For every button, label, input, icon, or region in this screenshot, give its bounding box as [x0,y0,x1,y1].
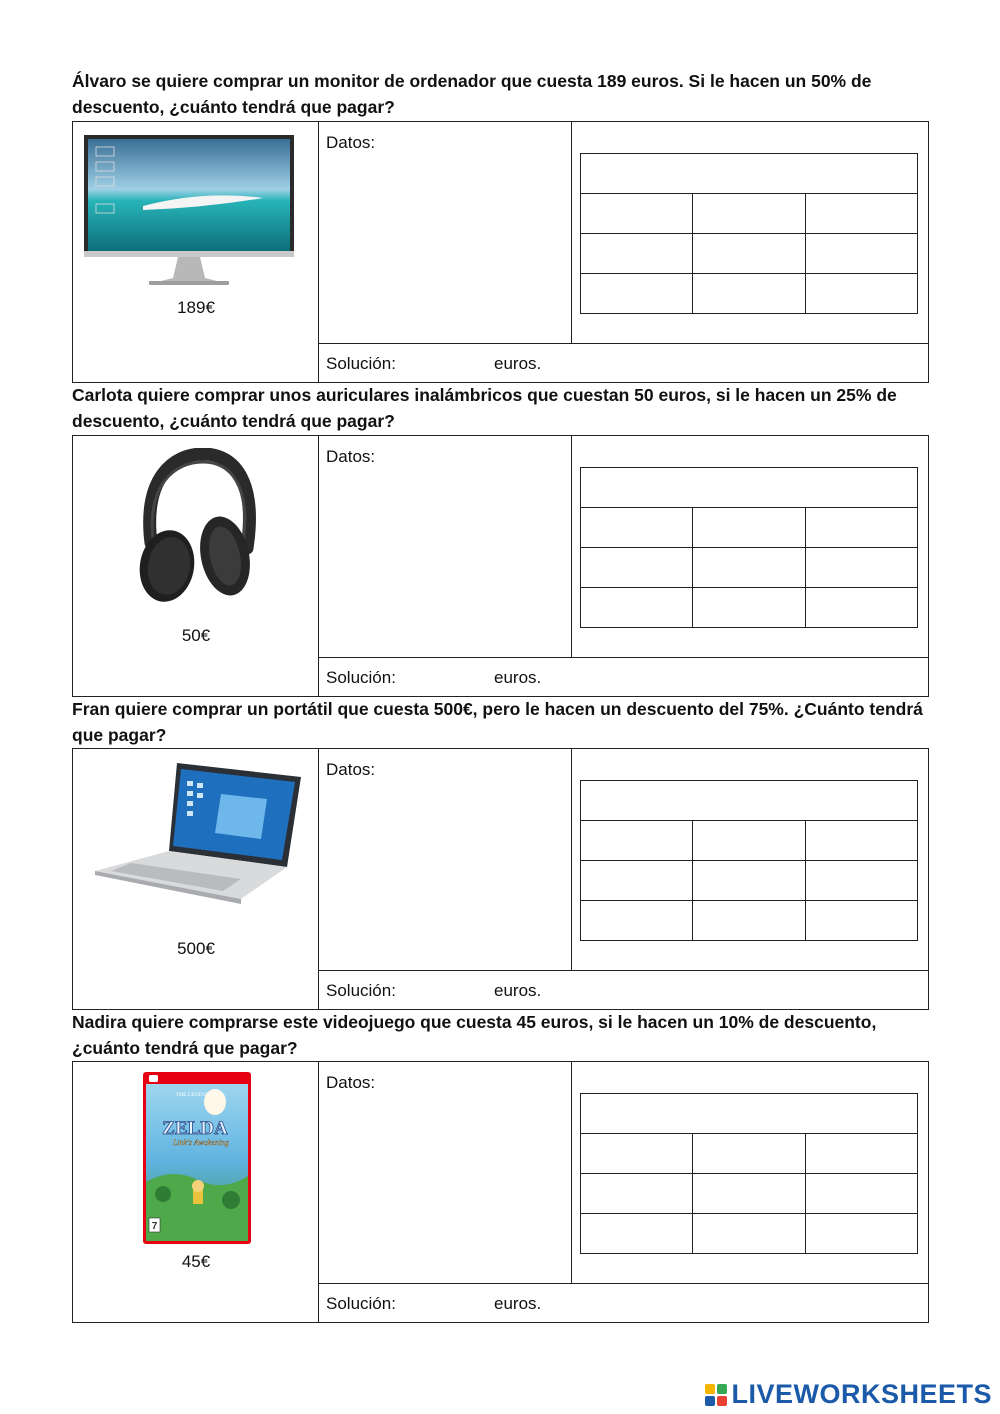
datos-label: Datos: [326,1073,376,1092]
table-row [581,1174,917,1214]
table-cell[interactable] [693,821,805,860]
proportion-table [580,467,918,628]
solution-row [319,344,928,382]
headphones-image [133,448,258,613]
table-cell[interactable] [581,901,693,941]
solucion-label: Solución: [326,354,396,373]
table-cell[interactable] [806,194,917,233]
image-cell [73,1062,319,1322]
game-top-text: THE LEGEND OF [175,1092,219,1098]
table-cell[interactable] [693,508,805,547]
datos-label: Datos: [326,133,376,152]
table-row [581,901,917,941]
table-cell[interactable] [581,274,693,314]
table-cell[interactable] [581,861,693,900]
table-cell[interactable] [806,861,917,900]
solucion-label: Solución: [326,668,396,687]
question-1: Álvaro se quiere comprar un monitor de ordenador que cuesta 189 euros. Si le hacen un 50% de descuento, ¿cuánto tendrá que pagar? [72,71,872,117]
table-cell[interactable] [806,1134,917,1173]
proportion-table [580,153,918,314]
table-cell[interactable] [581,1214,693,1254]
price-label: 500€ [177,939,215,958]
table-cell[interactable] [806,508,917,547]
price-label: 50€ [181,626,211,645]
table-cell[interactable] [806,548,917,587]
problem-box-2 [72,435,929,697]
game-title: ZELDA [162,1118,228,1139]
table-cell[interactable] [806,821,917,860]
table-cell[interactable] [806,274,917,314]
euros-unit: euros. [494,981,542,1000]
age-rating: 7 [151,1221,158,1232]
solucion-label: Solución: [326,981,396,1000]
solution-row [319,971,928,1009]
table-header[interactable] [581,781,917,821]
videogame-cover-image [143,1072,251,1244]
table-cell[interactable] [581,194,693,233]
table-cell[interactable] [806,234,917,273]
table-row [581,1134,917,1174]
proportion-table [580,780,918,941]
proportion-table-cell [572,749,928,971]
game-subtitle: Link's Awakening [172,1138,230,1147]
datos-label: Datos: [326,447,376,466]
table-row [581,821,917,861]
table-cell[interactable] [693,234,805,273]
table-cell[interactable] [581,588,693,628]
table-cell[interactable] [693,1134,805,1173]
table-row [581,548,917,588]
table-row [581,861,917,901]
table-cell[interactable] [581,1134,693,1173]
logo-text: LIVEWORKSHEETS [731,1379,992,1409]
table-cell[interactable] [693,861,805,900]
table-cell[interactable] [693,548,805,587]
table-cell[interactable] [693,274,805,314]
datos-cell[interactable] [319,436,572,658]
solucion-label: Solución: [326,1294,396,1313]
table-cell[interactable] [806,1214,917,1254]
image-cell [73,122,319,382]
monitor-image [83,134,295,286]
proportion-table-cell [572,1062,928,1284]
table-cell[interactable] [806,588,917,628]
proportion-table-cell [572,436,928,658]
solution-row [319,1284,928,1322]
table-row [581,1214,917,1254]
solution-row [319,658,928,696]
table-cell[interactable] [581,508,693,547]
table-row [581,194,917,234]
datos-cell[interactable] [319,122,572,344]
table-cell[interactable] [693,588,805,628]
table-cell[interactable] [581,1174,693,1213]
table-cell[interactable] [693,194,805,233]
table-cell[interactable] [806,901,917,941]
euros-unit: euros. [494,354,542,373]
problem-box-3 [72,748,929,1010]
laptop-image [91,759,303,909]
table-cell[interactable] [581,234,693,273]
problem-box-4 [72,1061,929,1323]
question-4: Nadira quiere comprarse este videojuego que cuesta 45 euros, si le hacen un 10% de descuento, ¿cuánto tendrá que pagar? [72,1012,877,1058]
question-3: Fran quiere comprar un portátil que cuesta 500€, pero le hacen un descuento del 75%. ¿Cuánto tendrá que pagar? [72,699,923,745]
price-label: 45€ [181,1252,211,1271]
table-cell[interactable] [806,1174,917,1213]
proportion-table-cell [572,122,928,344]
euros-unit: euros. [494,668,542,687]
problem-box-1 [72,121,929,383]
table-cell[interactable] [581,548,693,587]
table-cell[interactable] [693,1214,805,1254]
image-cell [73,436,319,696]
table-cell[interactable] [693,901,805,941]
datos-cell[interactable] [319,1062,572,1284]
table-header[interactable] [581,468,917,508]
table-row [581,588,917,628]
table-header[interactable] [581,1094,917,1134]
datos-label: Datos: [326,760,376,779]
table-row [581,234,917,274]
datos-cell[interactable] [319,749,572,971]
table-row [581,508,917,548]
liveworksheets-logo [705,1379,992,1410]
image-cell [73,749,319,1009]
euros-unit: euros. [494,1294,542,1313]
table-cell[interactable] [581,821,693,860]
proportion-table [580,1093,918,1254]
table-row [581,274,917,314]
logo-mark-icon [705,1384,727,1406]
table-header[interactable] [581,154,917,194]
price-label: 189€ [177,298,215,317]
table-cell[interactable] [693,1174,805,1213]
question-2: Carlota quiere comprar unos auriculares inalámbricos que cuestan 50 euros, si le hacen un 25% de descuento, ¿cuánto tendrá que pagar? [72,385,897,431]
